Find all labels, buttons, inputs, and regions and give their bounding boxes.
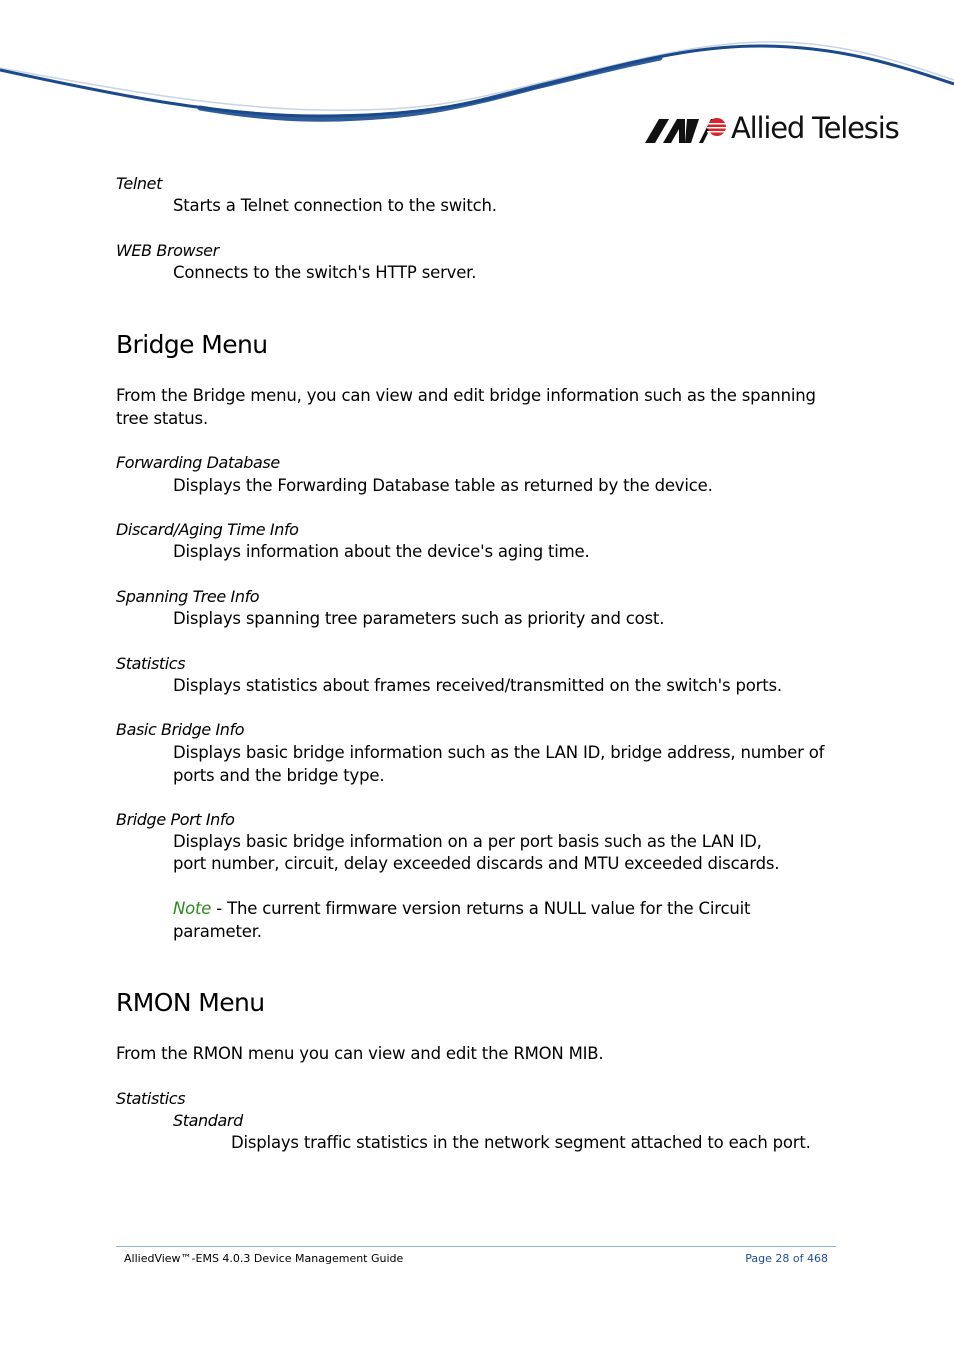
desc-forwarding-database: Displays the Forwarding Database table as returned by the device.	[173, 476, 713, 495]
term-telnet: Telnet	[116, 174, 162, 193]
allied-telesis-logo	[645, 108, 898, 148]
logo-mark-icon	[645, 113, 727, 143]
desc-basic-bridge-info: Displays basic bridge information such as the LAN ID, bridge address, number of ports and the bridge type.	[173, 743, 825, 785]
term-forwarding-database: Forwarding Database	[116, 453, 280, 472]
note-text: - The current firmware version returns a NULL value for the Circuit parameter.	[173, 899, 751, 941]
bridge-menu-intro: From the Bridge menu, you can view and edit bridge information such as the spanning tree status.	[116, 386, 816, 428]
heading-bridge-menu: Bridge Menu	[116, 330, 268, 359]
term-basic-bridge-info: Basic Bridge Info	[116, 720, 245, 739]
term-statistics: Statistics	[116, 654, 186, 673]
term-rmon-standard: Standard	[173, 1111, 243, 1130]
term-discard-aging: Discard/Aging Time Info	[116, 520, 299, 539]
desc-telnet: Starts a Telnet connection to the switch.	[173, 196, 497, 215]
term-web-browser: WEB Browser	[116, 241, 219, 260]
desc-spanning-tree: Displays spanning tree parameters such as priority and cost.	[173, 609, 665, 628]
desc-rmon-standard: Displays traffic statistics in the network segment attached to each port.	[231, 1133, 811, 1152]
footer-rule	[116, 1246, 836, 1247]
term-rmon-statistics: Statistics	[116, 1089, 186, 1108]
logo-wordmark: Allied Telesis	[731, 110, 899, 145]
desc-discard-aging: Displays information about the device's aging time.	[173, 542, 590, 561]
footer-doc-title: AlliedView™-EMS 4.0.3 Device Management Guide	[124, 1252, 404, 1265]
term-bridge-port-info: Bridge Port Info	[116, 810, 235, 829]
desc-statistics: Displays statistics about frames received/transmitted on the switch's ports.	[173, 676, 782, 695]
desc-web-browser: Connects to the switch's HTTP server.	[173, 263, 477, 282]
rmon-menu-intro: From the RMON menu you can view and edit the RMON MIB.	[116, 1044, 604, 1063]
note-paragraph	[173, 898, 773, 943]
desc-bridge-port-info-line1: Displays basic bridge information on a per port basis such as the LAN ID,	[173, 832, 762, 851]
note-label: Note	[173, 899, 212, 918]
footer-page-number: Page 28 of 468	[745, 1252, 828, 1265]
desc-bridge-port-info-line2: port number, circuit, delay exceeded discards and MTU exceeded discards.	[173, 854, 780, 873]
term-spanning-tree: Spanning Tree Info	[116, 587, 260, 606]
heading-rmon-menu: RMON Menu	[116, 988, 265, 1017]
